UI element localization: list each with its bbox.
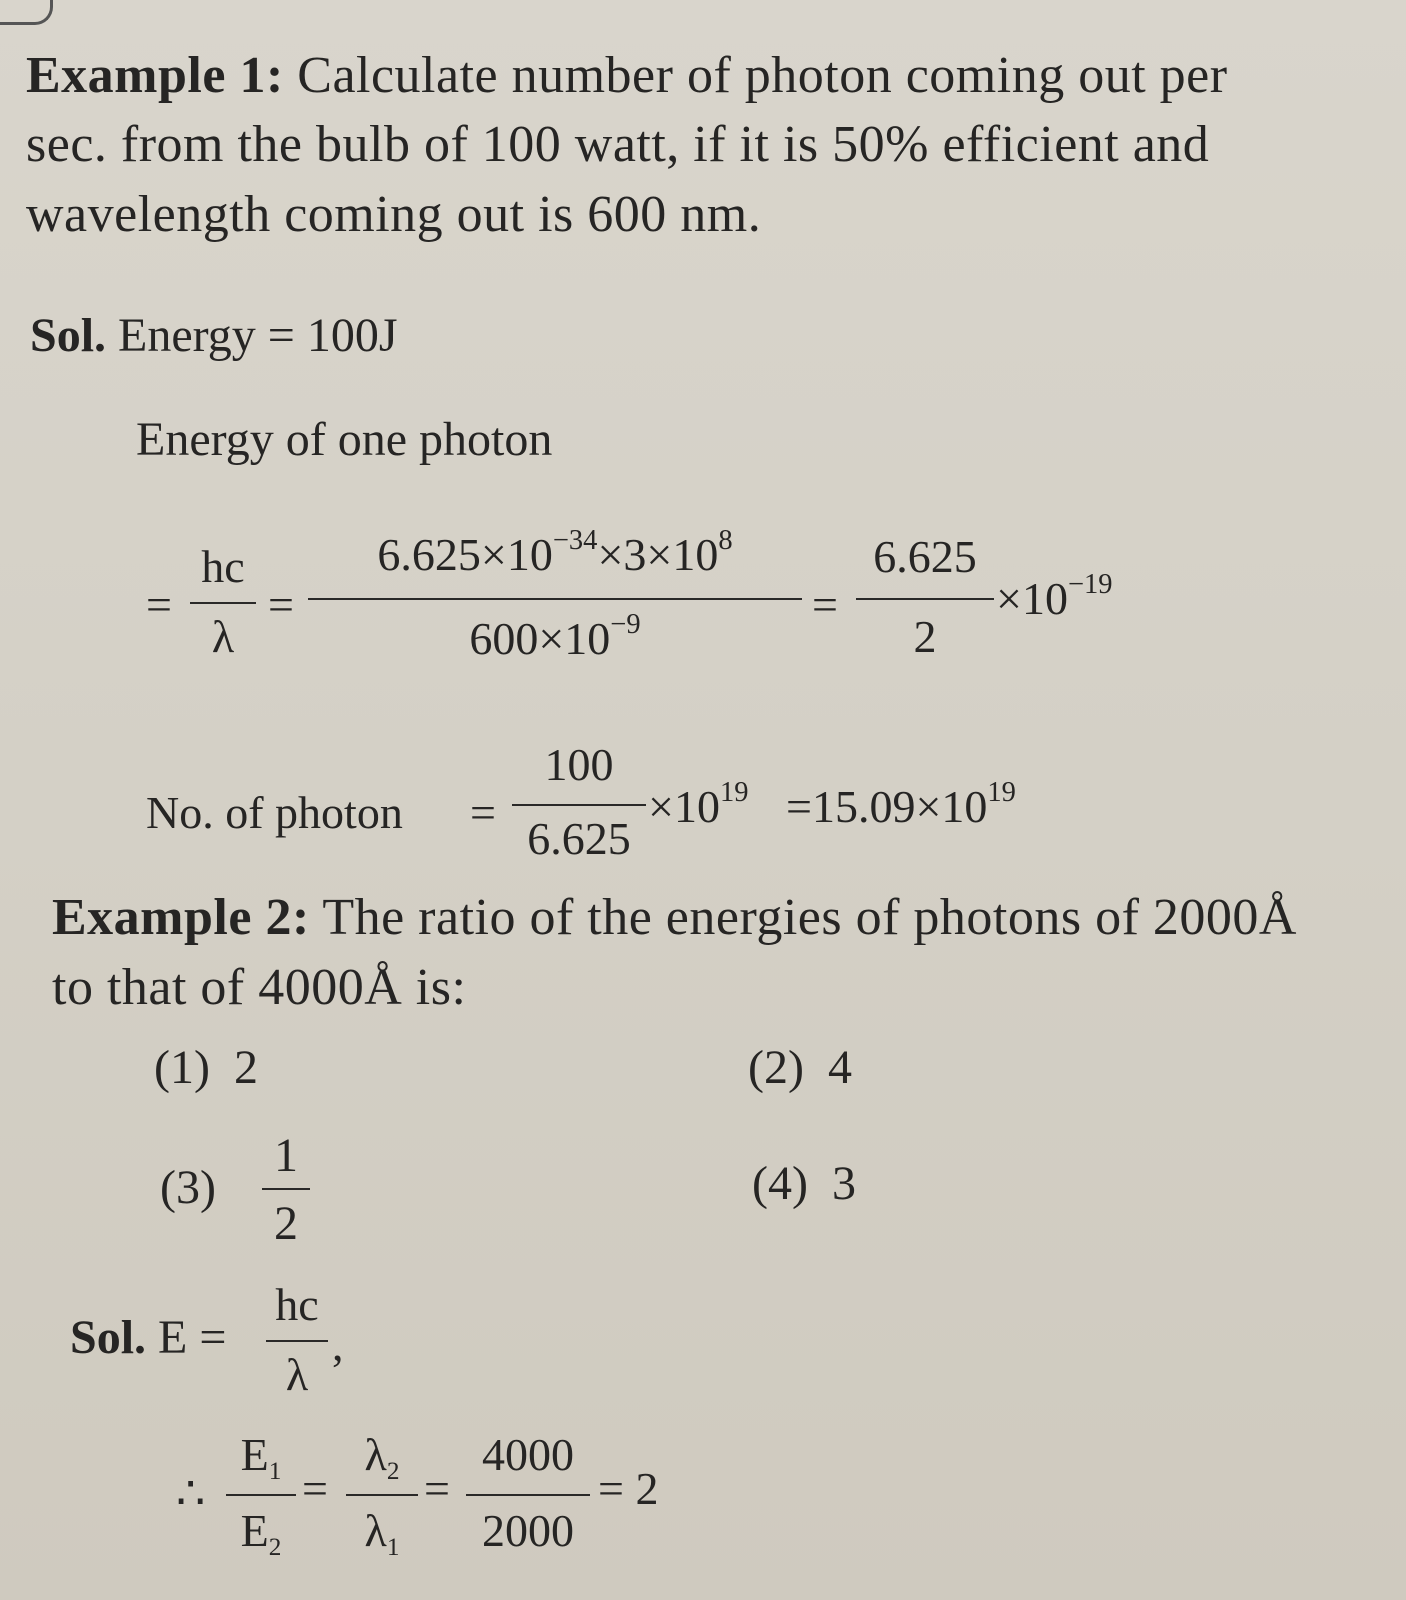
lambda-letter: λ [364,1429,387,1480]
fraction-denominator: 6.625 [527,813,631,864]
fraction-e1-over-e2 [226,1428,296,1570]
example2-line1 [52,888,1297,947]
example1-line1 [26,46,1228,105]
fraction-numerator: 100 [544,739,614,790]
den-exp: −9 [610,608,641,640]
photons-label: No. of photon [146,787,403,838]
therefore-symbol: ∴ [176,1468,206,1519]
fraction-denominator [346,1504,418,1561]
num-exp-b: 8 [718,524,733,556]
num-part-a: 6.625×10 [377,529,553,580]
fraction-bar [308,598,802,600]
fraction-bar [466,1494,590,1496]
e-letter: E [240,1505,269,1556]
den-part: 600×10 [469,613,611,664]
ratio-result: = 2 [598,1463,659,1514]
fraction-denominator: λ [285,1349,309,1400]
option-number: (2) [748,1041,804,1094]
result-exp: 19 [987,776,1016,808]
fraction-denominator [226,1504,296,1561]
e-sub: 2 [268,1532,282,1561]
fraction-bar [262,1188,310,1190]
eq-equals-3: = [812,579,838,630]
sol2-comma: , [332,1319,344,1370]
example1-text-1: Calculate number of photon coming out per [297,47,1228,104]
photons-result [786,776,1016,833]
lambda-sub: 1 [386,1532,400,1561]
lambda-letter: λ [364,1505,387,1556]
fraction-4000-over-2000 [466,1428,590,1570]
sol1-one-photon: Energy of one photon [136,413,553,466]
fraction-bar [346,1494,418,1496]
fraction-energy-calc [308,524,802,670]
fraction-bar [266,1340,328,1342]
fraction-bar [856,598,994,600]
fraction-hc-over-lambda [190,540,256,670]
example1-label: Example 1: [26,47,284,104]
num-part-b: ×3×10 [597,529,719,580]
example1-text-3: wavelength coming out is 600 nm. [26,186,762,243]
fraction-denominator: λ [211,611,235,662]
fraction-hc-over-lambda-2 [266,1278,328,1408]
tail-base: ×10 [996,573,1068,624]
example2-text-1: The ratio of the energies of photons of 2000Å [322,889,1297,946]
example2-text-2: to that of 4000Å is: [52,959,467,1016]
ratio-equals-2: = [424,1463,450,1514]
fraction-numerator: hc [275,1279,319,1330]
option-3-number: (3) [160,1161,216,1214]
option-value: 3 [831,1157,856,1210]
option-3-fraction [262,1128,310,1254]
fraction-lambda2-over-lambda1 [346,1428,418,1570]
lambda-sub: 2 [386,1456,400,1485]
fraction-numerator [226,1428,296,1485]
fraction-denominator: 2000 [482,1505,574,1556]
fraction-bar [190,602,256,604]
eq-tail-power [996,568,1113,625]
sol2-e-equals: E = [158,1311,227,1364]
photons-multiplier [648,776,749,833]
fraction-denominator: 2 [913,611,937,662]
e-sub: 1 [268,1456,282,1485]
fraction-bar [226,1494,296,1496]
page-edge-mark [0,0,53,25]
option-value: 2 [233,1041,258,1094]
option-1 [154,1040,258,1095]
option-2 [748,1040,852,1095]
option-number: (1) [154,1041,210,1094]
fraction-numerator: 4000 [482,1429,574,1480]
fraction-numerator: 1 [274,1129,298,1182]
example1-text-2: sec. from the bulb of 100 watt, if it is 50% efficient and [26,116,1210,173]
fraction-bar [512,804,646,806]
fraction-6625-over-2 [856,530,994,670]
option-value: 4 [827,1041,852,1094]
fraction-denominator [308,608,802,665]
fraction-numerator: hc [201,541,245,592]
mult-exp: 19 [719,776,749,808]
fraction-numerator: 6.625 [873,531,977,582]
photons-equals: = [470,787,496,838]
num-exp-a: −34 [552,524,598,556]
sol1-energy-line [30,308,398,363]
eq-lead-equals: = [146,579,172,630]
sol2-line [70,1310,226,1365]
mult-base: ×10 [648,781,720,832]
ratio-equals-1: = [302,1463,328,1514]
sol1-energy: Energy = 100J [118,309,398,362]
example2-label: Example 2: [52,889,310,946]
option-4 [752,1156,856,1211]
result-base: =15.09×10 [786,781,988,832]
option-number: (4) [752,1157,808,1210]
fraction-denominator: 2 [274,1197,298,1250]
fraction-numerator [308,524,802,581]
e-letter: E [240,1429,269,1480]
eq-equals-2: = [268,579,294,630]
fraction-numerator [346,1428,418,1485]
fraction-100-over-6625 [512,738,646,872]
sol2-label: Sol. [70,1311,147,1364]
sol1-label: Sol. [30,309,107,362]
tail-exp: −19 [1067,568,1113,600]
